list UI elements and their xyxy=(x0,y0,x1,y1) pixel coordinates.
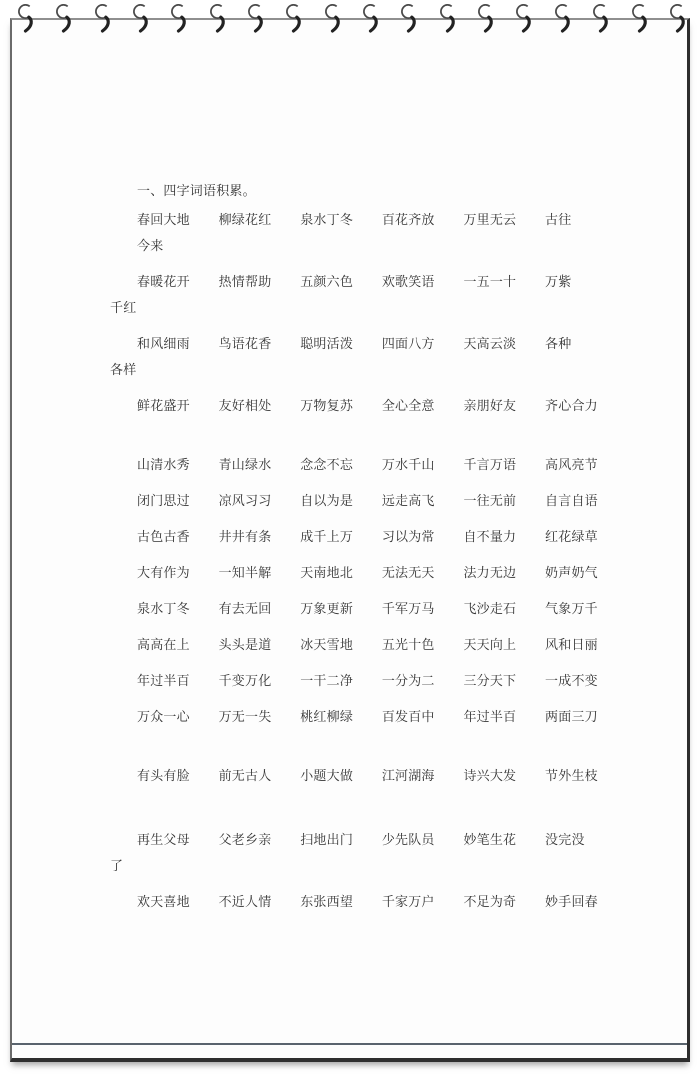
word-line: 万众一心 万无一失 桃红柳绿 百发百中 年过半百 两面三刀 xyxy=(137,709,598,724)
word-line: 再生父母 父老乡亲 扫地出门 少先队员 妙笔生花 没完没 xyxy=(137,832,585,847)
word-line: 欢天喜地 不近人情 东张西望 千家万户 不足为奇 妙手回春 xyxy=(137,894,598,909)
word-line: 春回大地 柳绿花红 泉水丁冬 百花齐放 万里无云 古往 xyxy=(137,212,572,227)
word-line: 千红 xyxy=(110,300,137,315)
word-line: 鲜花盛开 友好相处 万物复苏 全心全意 亲朋好友 齐心合力 xyxy=(137,398,598,413)
word-line: 了 xyxy=(110,858,124,873)
notebook-page xyxy=(10,18,690,1062)
word-line: 闭门思过 凉风习习 自以为是 远走高飞 一往无前 自言自语 xyxy=(137,493,598,508)
word-line: 古色古香 井井有条 成千上万 习以为常 自不量力 红花绿草 xyxy=(137,529,598,544)
word-line: 大有作为 一知半解 天南地北 无法无天 法力无边 奶声奶气 xyxy=(137,565,598,580)
word-line: 和风细雨 鸟语花香 聪明活泼 四面八方 天高云淡 各种 xyxy=(137,336,572,351)
bottom-margin-line xyxy=(12,1043,687,1045)
word-line: 春暖花开 热情帮助 五颜六色 欢歌笑语 一五一十 万紫 xyxy=(137,274,572,289)
word-line: 山清水秀 青山绿水 念念不忘 万水千山 千言万语 高风亮节 xyxy=(137,457,598,472)
word-line: 有头有脸 前无古人 小题大做 江河湖海 诗兴大发 节外生枝 xyxy=(137,768,598,783)
section-title: 一、四字词语积累。 xyxy=(137,183,256,198)
word-line: 今来 xyxy=(137,238,164,253)
word-line: 高高在上 头头是道 冰天雪地 五光十色 天天向上 风和日丽 xyxy=(137,637,598,652)
worksheet-content xyxy=(12,20,687,1058)
word-line: 泉水丁冬 有去无回 万象更新 千军万马 飞沙走石 气象万千 xyxy=(137,601,598,616)
word-line: 年过半百 千变万化 一干二净 一分为二 三分天下 一成不变 xyxy=(137,673,598,688)
word-line: 各样 xyxy=(110,362,137,377)
